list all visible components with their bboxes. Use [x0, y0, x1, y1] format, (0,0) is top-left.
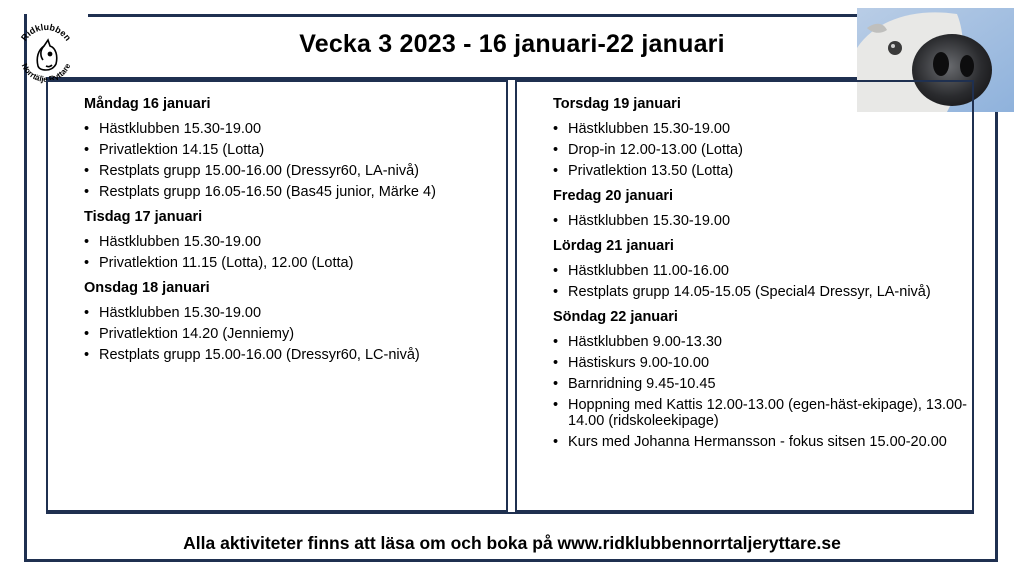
list-item: • Privatlektion 13.50 (Lotta): [553, 163, 972, 179]
activity-list: [84, 305, 506, 363]
list-item: • Hästklubben 11.00-16.00: [553, 263, 972, 279]
activity-list: [84, 234, 506, 271]
list-item: • Hästklubben 15.30-19.00: [553, 121, 972, 137]
day-block: [553, 305, 972, 450]
day-heading: Onsdag 18 januari: [84, 280, 210, 296]
day-heading: Tisdag 17 januari: [84, 209, 203, 225]
logo-text-top: Ridklubben: [19, 21, 74, 43]
list-item: • Privatlektion 11.15 (Lotta), 12.00 (Lotta): [84, 255, 506, 271]
list-item: • Barnridning 9.45-10.45: [553, 376, 972, 392]
activity-list: [553, 263, 972, 300]
list-item: • Hoppning med Kattis 12.00-13.00 (egen-häst-ekipage), 13.00-14.00 (ridskoleekipage): [553, 397, 972, 429]
activity-list: [84, 121, 506, 200]
list-item: • Privatlektion 14.15 (Lotta): [84, 142, 506, 158]
list-item: • Hästklubben 15.30-19.00: [84, 234, 506, 250]
day-heading: Söndag 22 januari: [553, 309, 678, 325]
schedule-right-panel: [515, 80, 974, 512]
schedule-left-panel: [46, 80, 508, 512]
list-item: • Restplats grupp 14.05-15.05 (Special4 Dressyr, LA-nivå): [553, 284, 972, 300]
logo-text-bottom: Norrtälje Ryttare: [19, 61, 73, 85]
day-heading: Torsdag 19 januari: [553, 96, 681, 112]
top-rule: [88, 14, 860, 17]
list-item: • Hästklubben 15.30-19.00: [84, 121, 506, 137]
list-item: • Hästklubben 9.00-13.30: [553, 334, 972, 350]
list-item: • Restplats grupp 16.05-16.50 (Bas45 junior, Märke 4): [84, 184, 506, 200]
footer-divider: [46, 512, 974, 514]
list-item: • Hästklubben 15.30-19.00: [84, 305, 506, 321]
activity-list: [553, 121, 972, 179]
list-item: • Privatlektion 14.20 (Jenniemy): [84, 326, 506, 342]
day-block: [84, 92, 506, 200]
activity-list: [553, 334, 972, 450]
list-item: • Drop-in 12.00-13.00 (Lotta): [553, 142, 972, 158]
day-block: [553, 234, 972, 300]
day-heading: Fredag 20 januari: [553, 188, 674, 204]
list-item: • Restplats grupp 15.00-16.00 (Dressyr60, LC-nivå): [84, 347, 506, 363]
day-block: [84, 205, 506, 271]
day-heading: Lördag 21 januari: [553, 238, 674, 254]
activity-list: [553, 213, 972, 229]
list-item: • Kurs med Johanna Hermansson - fokus sitsen 15.00-20.00: [553, 434, 972, 450]
day-block: [553, 92, 972, 179]
day-block: [84, 276, 506, 363]
day-block: [553, 184, 972, 229]
list-item: • Hästiskurs 9.00-10.00: [553, 355, 972, 371]
list-item: • Hästklubben 15.30-19.00: [553, 213, 972, 229]
footer-text: Alla aktiviteter finns att läsa om och boka på www.ridklubbennorrtaljeryttare.se: [183, 533, 841, 553]
page-title: Vecka 3 2023 - 16 januari-22 januari: [299, 30, 725, 58]
day-heading: Måndag 16 januari: [84, 96, 211, 112]
list-item: • Restplats grupp 15.00-16.00 (Dressyr60, LA-nivå): [84, 163, 506, 179]
